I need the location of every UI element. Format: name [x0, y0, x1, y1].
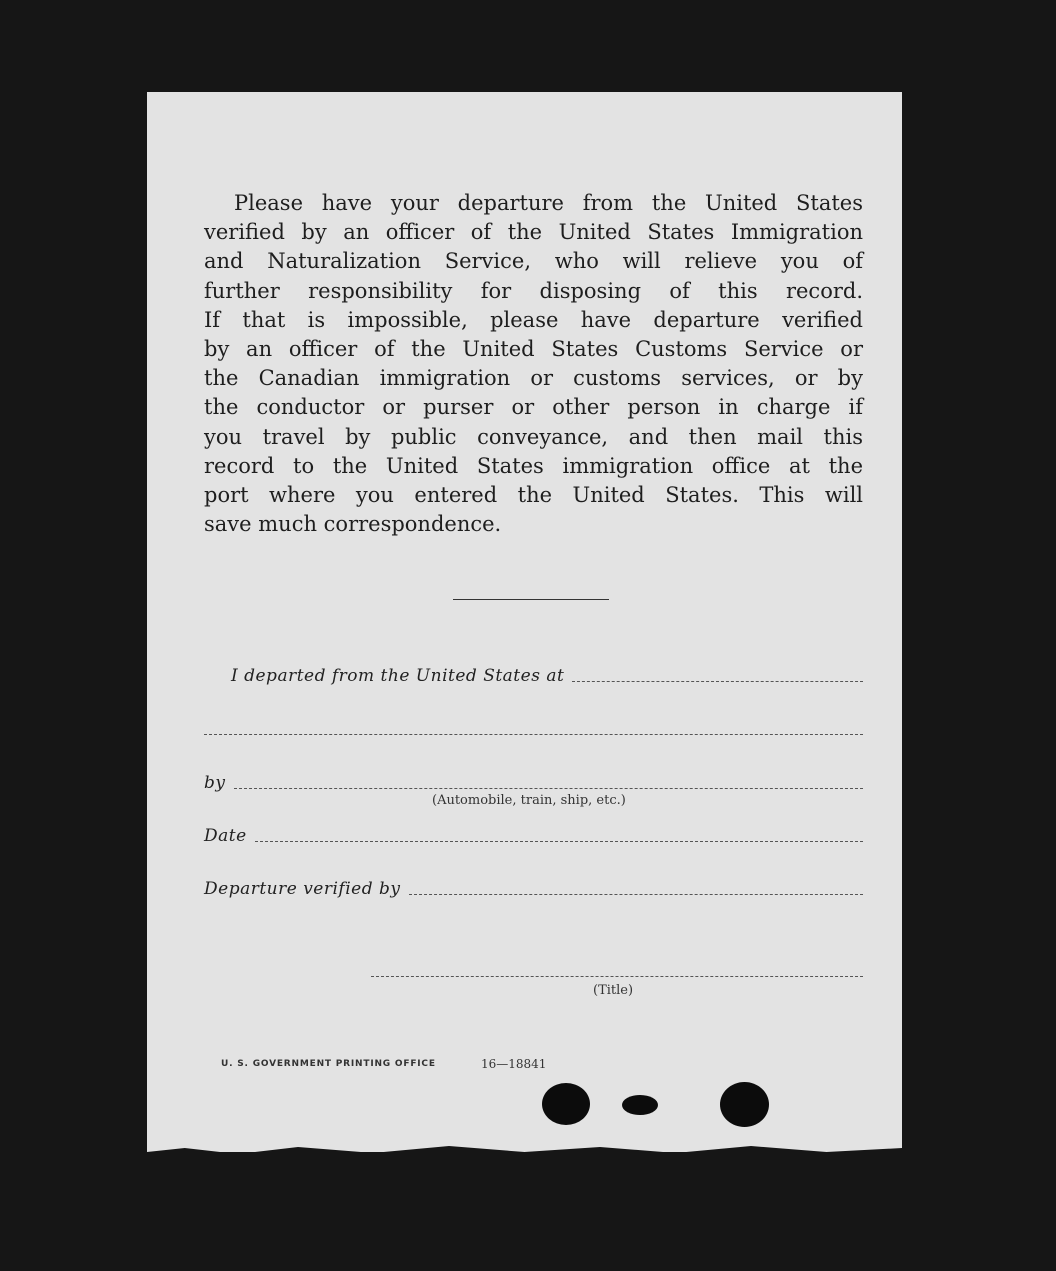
departed-field[interactable] — [231, 666, 863, 686]
by-caption: (Automobile, train, ship, etc.) — [432, 793, 626, 808]
paragraph-line: port where you entered the United States. This will — [204, 482, 863, 507]
paragraph-line: the conductor or purser or other person in charge if — [204, 395, 863, 420]
title-caption: (Title) — [593, 983, 634, 998]
paragraph-line: you travel by public conveyance, and then mail this — [204, 424, 863, 449]
departed-label: I departed from the United States at — [231, 666, 565, 686]
departed-line[interactable] — [572, 681, 863, 682]
paragraph-line: by an officer of the United States Customs Service or — [204, 336, 863, 361]
form-number: 16—18841 — [481, 1057, 547, 1071]
paragraph-line: further responsibility for disposing of this record. — [204, 278, 863, 303]
date-label: Date — [204, 826, 247, 846]
paragraph-line: save much correspondence. — [204, 512, 502, 537]
by-label: by — [204, 773, 226, 793]
instructions-paragraph — [204, 189, 863, 539]
verified-label: Departure verified by — [204, 879, 401, 899]
divider — [453, 599, 609, 600]
date-line[interactable] — [255, 841, 863, 842]
date-field[interactable] — [204, 826, 863, 846]
paragraph-line: Please have your departure from the United States — [234, 191, 863, 215]
verified-field[interactable] — [204, 879, 863, 899]
printer-imprint: U. S. GOVERNMENT PRINTING OFFICE — [221, 1059, 436, 1069]
departed-line-2[interactable] — [204, 734, 863, 735]
by-line[interactable] — [234, 788, 864, 789]
ink-blot — [542, 1083, 590, 1125]
paragraph-line: and Naturalization Service, who will relieve you of — [204, 249, 863, 274]
ink-blot — [720, 1082, 769, 1127]
paragraph-line: record to the United States immigration office at the — [204, 453, 863, 478]
verified-line[interactable] — [409, 894, 864, 895]
title-line[interactable] — [371, 976, 863, 977]
paragraph-line: verified by an officer of the United States Immigration — [204, 220, 863, 245]
ink-blot — [622, 1095, 658, 1115]
paragraph-line: the Canadian immigration or customs services, or by — [204, 366, 863, 391]
by-field[interactable] — [204, 773, 863, 793]
paragraph-line: If that is impossible, please have departure verified — [204, 307, 863, 332]
